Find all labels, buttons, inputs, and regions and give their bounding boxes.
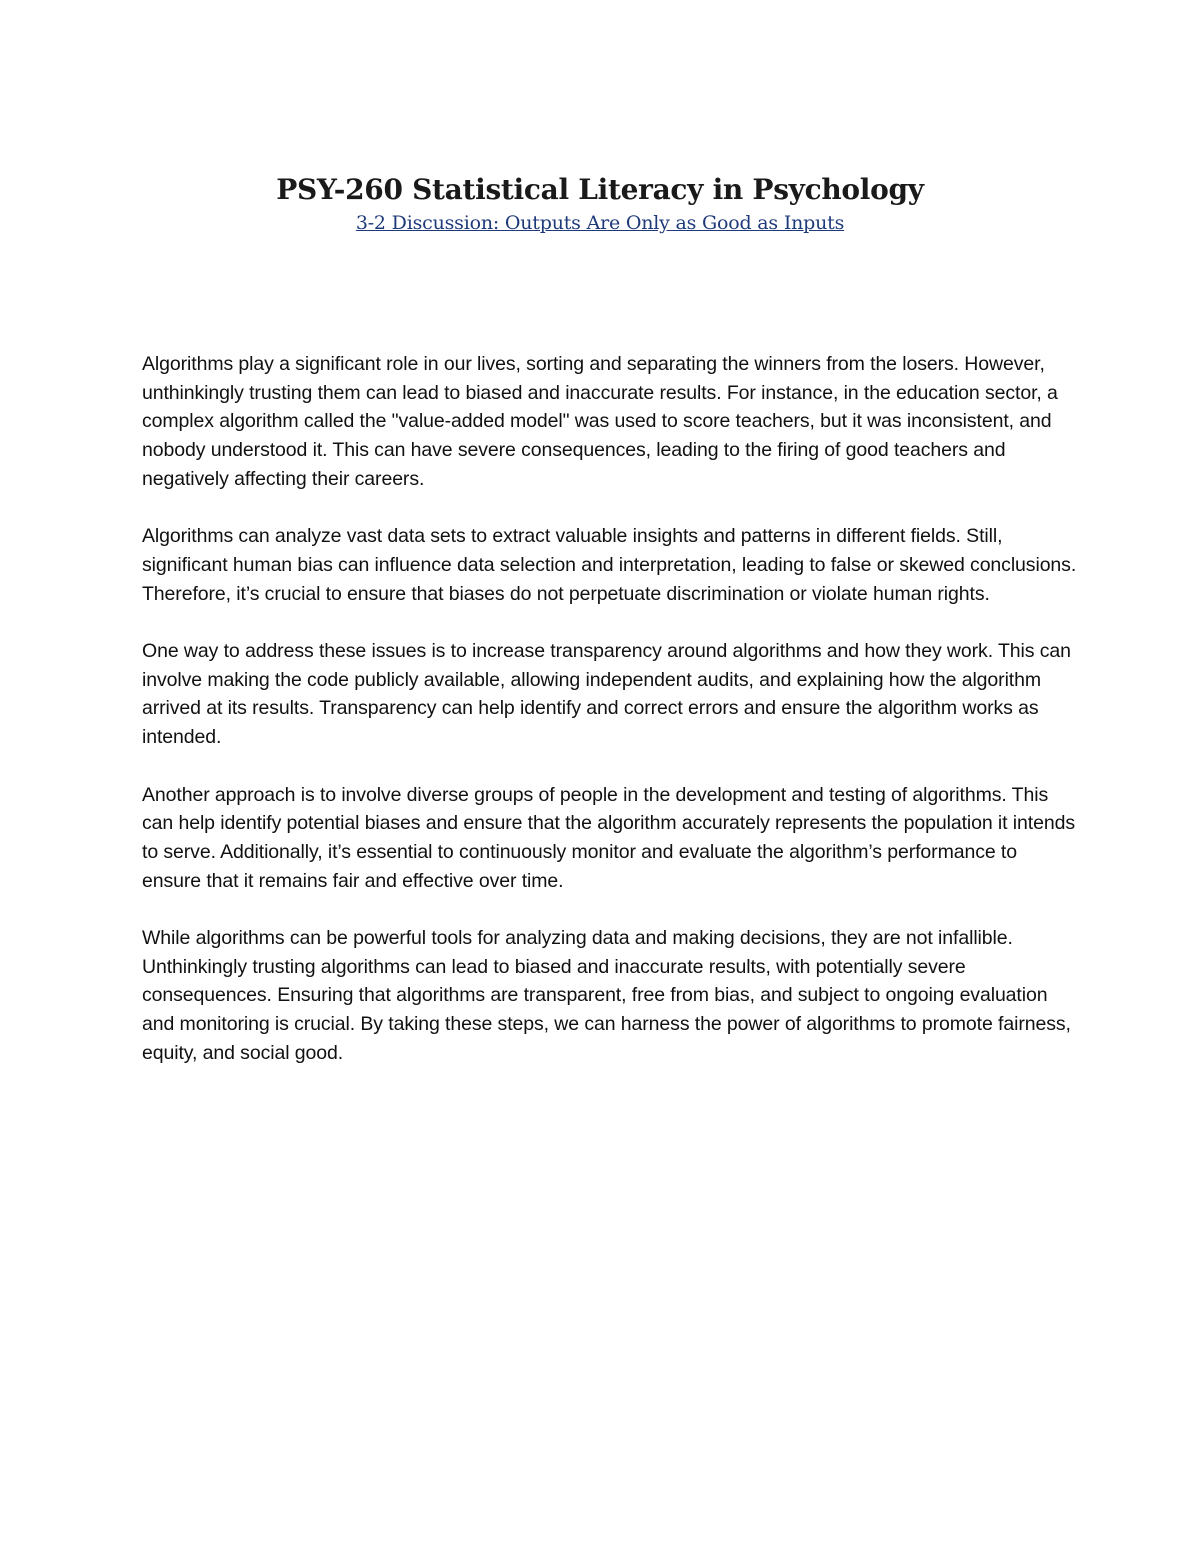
discussion-subtitle-link[interactable]: 3-2 Discussion: Outputs Are Only as Good as Inputs (355, 212, 845, 234)
body-paragraph-3: One way to address these issues is to increase transparency around algorithms and how they work. This can involve making the code publicly available, allowing independent audits, and explaining how the algorithm arrived at its results. Transparency can help identify and correct errors and ensure the algorithm works as intended. (142, 640, 1071, 749)
body-paragraph-2: Algorithms can analyze vast data sets to extract valuable insights and patterns in different fields. Still, significant human bias can influence data selection and interpretation, leading to false or skewed conclusions. Therefore, it’s crucial to ensure that biases do not perpetuate discrimination or violate human rights. (142, 525, 1077, 605)
body-paragraph-1: Algorithms play a significant role in our lives, sorting and separating the winners from the losers. However, unthinkingly trusting them can lead to biased and inaccurate results. For instance, in the education sector, a complex algorithm called the "value-added model" was used to score teachers, but it was inconsistent, and nobody understood it. This can have severe consequences, leading to the firing of good teachers and negatively affecting their careers. (142, 353, 1058, 490)
body-paragraph-5: While algorithms can be powerful tools for analyzing data and making decisions, they are not infallible. Unthinkingly trusting algorithms can lead to biased and inaccurate results, with potentially severe consequences. Ensuring that algorithms are transparent, free from bias, and subject to ongoing evaluation and monitoring is crucial. By taking these steps, we can harness the power of algorithms to promote fairness, equity, and social good. (142, 927, 1071, 1064)
document-body (142, 350, 1077, 1096)
document-header (0, 170, 1200, 236)
document-title: PSY-260 Statistical Literacy in Psychology (276, 173, 924, 206)
body-paragraph-4: Another approach is to involve diverse groups of people in the development and testing of algorithms. This can help identify potential biases and ensure that the algorithm accurately represents the population it intends to serve. Additionally, it’s essential to continuously monitor and evaluate the algorithm’s performance to ensure that it remains fair and effective over time. (142, 783, 1075, 892)
